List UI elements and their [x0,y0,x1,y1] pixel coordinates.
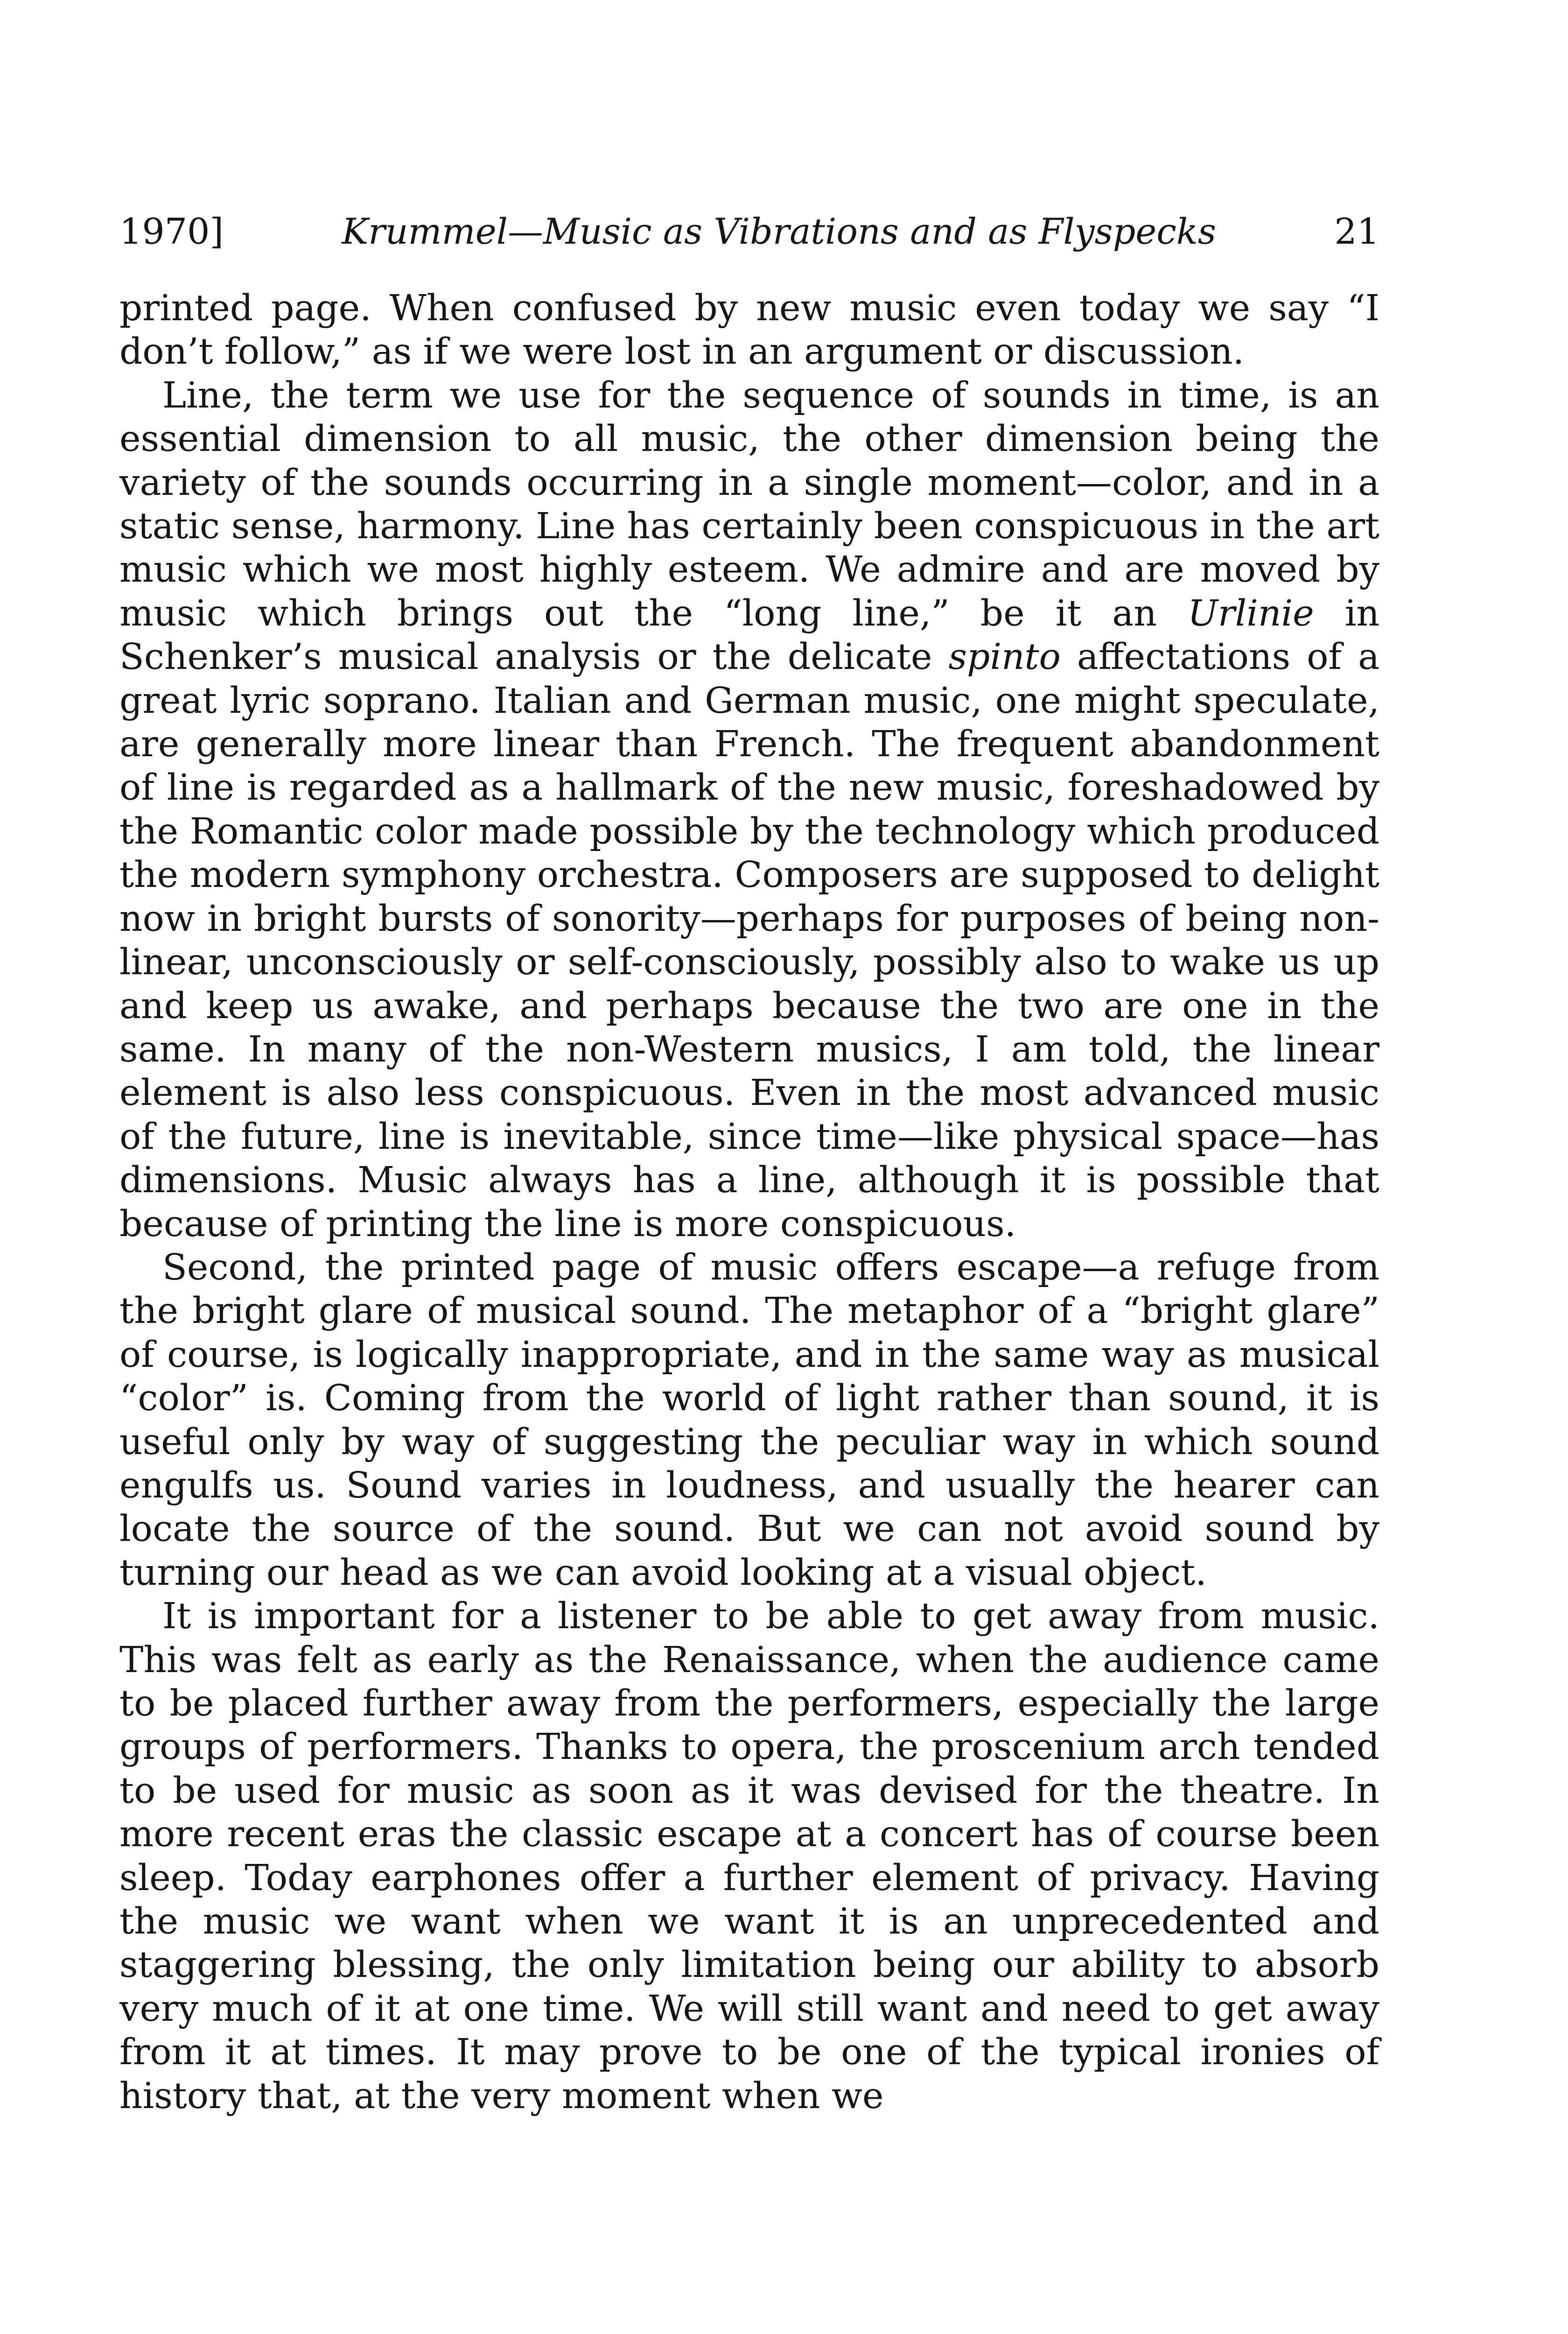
header-year: 1970] [119,211,224,252]
header-title: Krummel—Music as Vibrations and as Flyspecks [342,211,1216,252]
term-urlinie: Urlinie [1187,592,1314,634]
page-number: 21 [1334,211,1379,252]
paragraph-2-part-a: Line, the term we use for the sequence of sounds in time, is an essential dimension to all music, the other dimension being the variety of the sounds occurring in a single moment—color, and in a static sense, harmony. Line has certainly been conspicuous in the art music which we most highly esteem. We admire and are moved by music which brings out the “long line,” be it an [119,374,1379,634]
paragraph-2-part-c: affectations of a great lyric soprano. Italian and German music, one might speculate, are generally more linear than French. The frequent abandonment of line is regarded as a hallmark of the new music, foreshadowed by the Romantic color made possible by the technology which produced the modern symphony orchestra. Composers are supposed to delight now in bright bursts of sonority—perhaps for purposes of being non-linear, unconsciously or self-consciously, possibly also to wake us up and keep us awake, and perhaps because the two are one in the same. In many of the non-Western musics, I am told, the linear element is also less conspicuous. Even in the most advanced music of the future, line is inevitable, since time—like physical space—has dimensions. Music always has a line, although it is possible that because of printing the line is more conspicuous. [119,636,1379,1245]
paragraph-2 [119,374,1379,1246]
paragraph-2-part-b: in Schenker’s musical analysis or the delicate [119,592,1379,678]
term-spinto: spinto [948,636,1061,678]
article-body [119,287,1379,2118]
page [119,209,1379,2118]
paragraph-4: It is important for a listener to be able to get away from music. This was felt as early as the Renaissance, when the audience came to be placed further away from the performers, especially the large groups of performers. Thanks to opera, the proscenium arch tended to be used for music as soon as it was devised for the theatre. In more recent eras the classic escape at a concert has of course been sleep. Today earphones offer a further element of privacy. Having the music we want when we want it is an unprecedented and staggering blessing, the only limitation being our ability to absorb very much of it at one time. We will still want and need to get away from it at times. It may prove to be one of the typical ironies of history that, at the very moment when we [119,1596,1379,2117]
paragraph-1: printed page. When confused by new music even today we say “I don’t follow,” as if we were lost in an argument or discussion. [119,288,1379,373]
paragraph-3: Second, the printed page of music offers escape—a refuge from the bright glare of musical sound. The metaphor of a “bright glare” of course, is logically inappropriate, and in the same way as musical “color” is. Coming from the world of light rather than sound, it is useful only by way of suggesting the peculiar way in which sound engulfs us. Sound varies in loudness, and usually the hearer can locate the source of the sound. But we can not avoid sound by turning our head as we can avoid looking at a visual object. [119,1246,1379,1594]
running-header [119,209,1379,254]
